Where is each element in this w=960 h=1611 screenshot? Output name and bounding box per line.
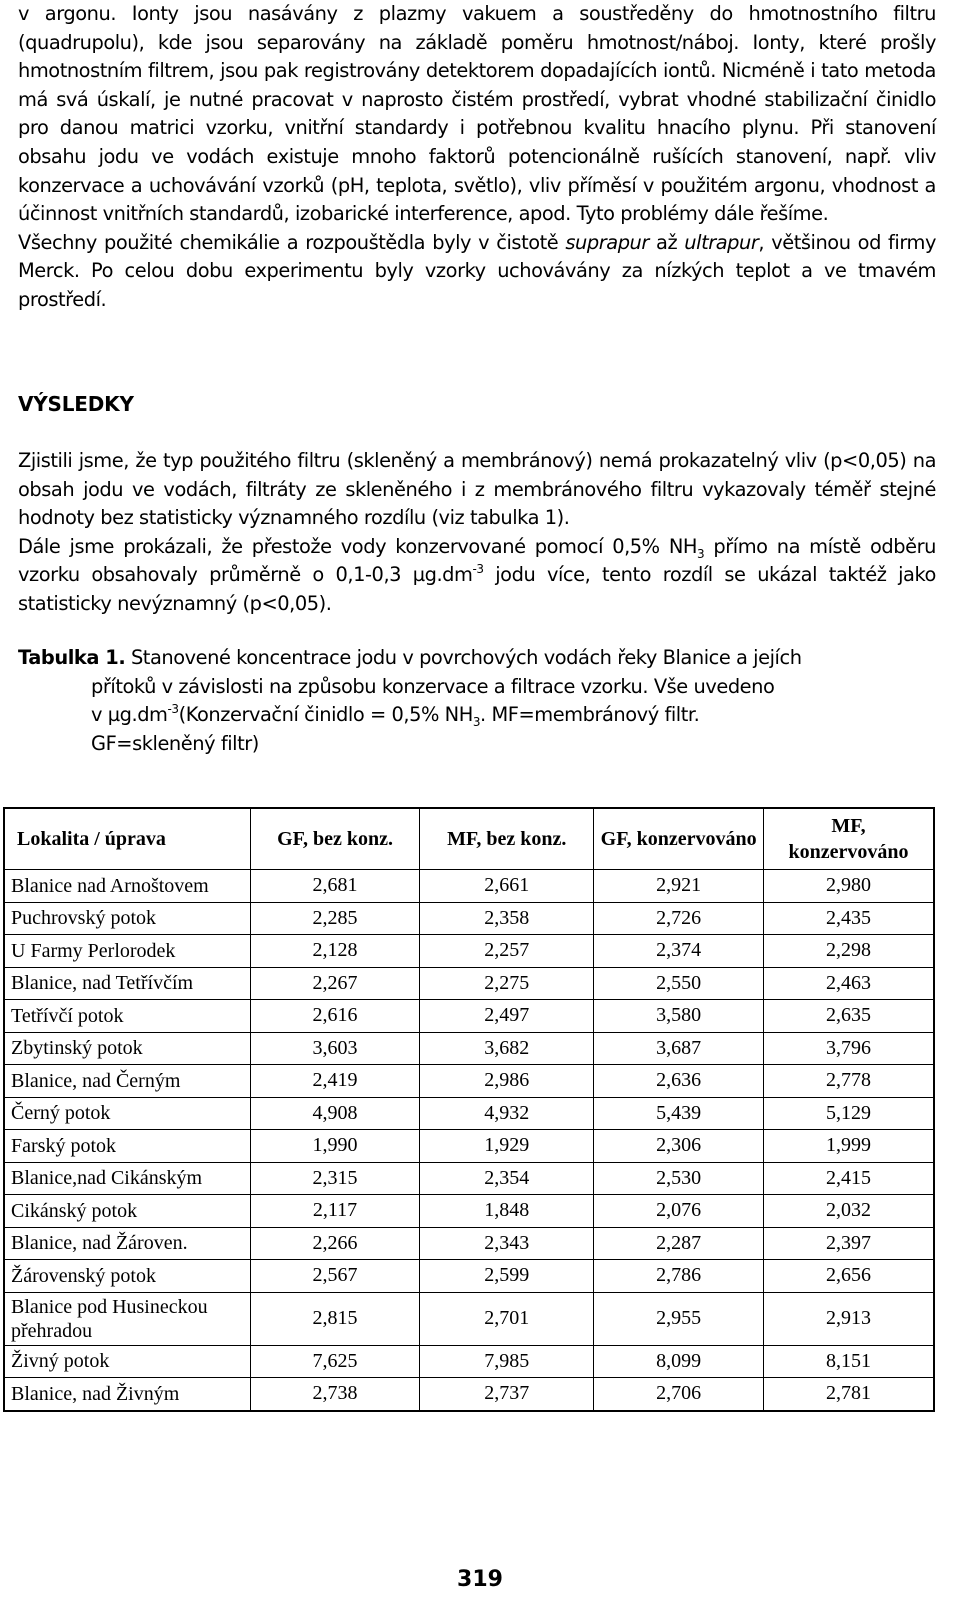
header-location: Lokalita / úprava (5, 809, 251, 870)
cell-value: 2,980 (764, 870, 934, 903)
table-row (5, 1292, 934, 1345)
iodine-table (4, 808, 934, 1411)
caption-subscript: 3 (472, 715, 481, 730)
results-text-2b: přímo na místě odběru vzorku obsahovaly průměrně o 0,1-0,3 µg.dm (18, 534, 936, 587)
header-mf-no-preservation: MF, bez konz. (420, 809, 594, 870)
chemicals-text-mid: až (648, 230, 685, 254)
cell-location: Blanice, nad Živným (5, 1378, 251, 1411)
cell-value: 1,990 (250, 1130, 420, 1163)
cell-location: Černý potok (5, 1097, 251, 1130)
cell-value: 2,661 (420, 870, 594, 903)
results-heading: VÝSLEDKY (18, 392, 134, 416)
table-header-row (5, 809, 934, 870)
cell-location: Cikánský potok (5, 1195, 251, 1228)
table-row (5, 1378, 934, 1411)
cell-value: 3,796 (764, 1032, 934, 1065)
cell-value: 2,032 (764, 1195, 934, 1228)
chemicals-text-start: Všechny použité chemikálie a rozpouštědla byly v čistotě (18, 230, 566, 254)
table-row (5, 935, 934, 968)
cell-value: 2,815 (250, 1292, 420, 1345)
cell-value: 8,151 (764, 1345, 934, 1378)
cell-value: 2,921 (594, 870, 764, 903)
cell-value: 1,929 (420, 1130, 594, 1163)
table-row (5, 1162, 934, 1195)
cell-value: 2,076 (594, 1195, 764, 1228)
cell-location: Farský potok (5, 1130, 251, 1163)
cell-value: 2,419 (250, 1065, 420, 1098)
cell-value: 2,738 (250, 1378, 420, 1411)
results-text-1: Zjistili jsme, že typ použitého filtru (skleněný a membránový) nemá prokazatelný vliv (p<0,05) na obsah jodu ve vodách, filtráty ze skleněného i z membránového filtru vykazovaly téměř stejné hodnoty bez statisticky významného rozdílu (viz tabulka 1). (18, 449, 936, 530)
cell-value: 2,681 (250, 870, 420, 903)
cell-value: 5,129 (764, 1097, 934, 1130)
cell-value: 2,913 (764, 1292, 934, 1345)
methods-paragraph (18, 0, 936, 315)
cell-value: 2,397 (764, 1227, 934, 1260)
cell-value: 7,625 (250, 1345, 420, 1378)
cell-value: 2,701 (420, 1292, 594, 1345)
cell-value: 2,257 (420, 935, 594, 968)
caption-line-2: přítoků v závislosti na způsobu konzervace a filtrace vzorku. Vše uvedeno (91, 674, 775, 698)
cell-value: 3,687 (594, 1032, 764, 1065)
cell-value: 3,603 (250, 1032, 420, 1065)
cell-value: 2,306 (594, 1130, 764, 1163)
table-row (5, 1227, 934, 1260)
results-subscript: 3 (697, 546, 705, 561)
results-text-2a: Dále jsme prokázali, že přestože vody konzervované pomocí 0,5% NH (18, 534, 698, 558)
cell-value: 2,267 (250, 967, 420, 1000)
cell-value: 2,737 (420, 1378, 594, 1411)
cell-value: 5,439 (594, 1097, 764, 1130)
cell-location: Zbytinský potok (5, 1032, 251, 1065)
caption-superscript: -3 (167, 701, 179, 716)
table-row (5, 1260, 934, 1293)
cell-value: 2,567 (250, 1260, 420, 1293)
results-text-2c: jodu více, tento rozdíl se ukázal taktéž jako statisticky nevýznamný (p<0,05). (18, 563, 936, 615)
caption-preservative: (Konzervační činidlo = 0,5% NH (178, 703, 473, 727)
chemicals-text-end: , většinou od firmy Merck. Po celou dobu experimentu byly vzorky uchovávány za nízkých teplot a ve tmavém prostředí. (18, 230, 936, 311)
caption-label: Tabulka 1. (18, 646, 126, 669)
caption-line-3 (18, 701, 918, 730)
cell-value: 2,287 (594, 1227, 764, 1260)
cell-value: 2,358 (420, 902, 594, 935)
cell-value: 2,599 (420, 1260, 594, 1293)
header-gf-preserved: GF, konzervováno (594, 809, 764, 870)
cell-value: 2,275 (420, 967, 594, 1000)
cell-value: 2,656 (764, 1260, 934, 1293)
caption-line-4: GF=skleněný filtr) (91, 731, 259, 755)
cell-location: Blanice pod Husineckou přehradou (5, 1292, 251, 1345)
cell-value: 3,682 (420, 1032, 594, 1065)
table-row (5, 1130, 934, 1163)
results-paragraph (18, 447, 936, 619)
cell-value: 2,530 (594, 1162, 764, 1195)
caption-mf-note: . MF=membránový filtr. (480, 703, 700, 727)
table-row (5, 870, 934, 903)
table-caption (18, 644, 918, 758)
cell-value: 2,955 (594, 1292, 764, 1345)
cell-value: 2,706 (594, 1378, 764, 1411)
cell-value: 2,285 (250, 902, 420, 935)
cell-value: 2,786 (594, 1260, 764, 1293)
table-row (5, 967, 934, 1000)
cell-value: 2,781 (764, 1378, 934, 1411)
cell-value: 2,616 (250, 1000, 420, 1033)
caption-unit: v µg.dm (91, 703, 168, 727)
cell-location: Žárovenský potok (5, 1260, 251, 1293)
cell-value: 1,848 (420, 1195, 594, 1228)
cell-value: 2,435 (764, 902, 934, 935)
cell-value: 2,343 (420, 1227, 594, 1260)
table-row (5, 1345, 934, 1378)
cell-value: 3,580 (594, 1000, 764, 1033)
cell-value: 2,374 (594, 935, 764, 968)
table-row (5, 1065, 934, 1098)
cell-value: 2,986 (420, 1065, 594, 1098)
cell-value: 2,463 (764, 967, 934, 1000)
cell-location: Blanice, nad Černým (5, 1065, 251, 1098)
cell-location: Blanice, nad Tetřívčím (5, 967, 251, 1000)
table-row (5, 902, 934, 935)
cell-value: 2,497 (420, 1000, 594, 1033)
cell-location: Živný potok (5, 1345, 251, 1378)
table-row (5, 1195, 934, 1228)
table-row (5, 1000, 934, 1033)
cell-location: U Farmy Perlorodek (5, 935, 251, 968)
cell-value: 2,635 (764, 1000, 934, 1033)
cell-location: Blanice,nad Cikánským (5, 1162, 251, 1195)
cell-value: 2,117 (250, 1195, 420, 1228)
cell-value: 2,298 (764, 935, 934, 968)
header-gf-no-preservation: GF, bez konz. (250, 809, 420, 870)
cell-location: Blanice, nad Žároven. (5, 1227, 251, 1260)
cell-value: 2,128 (250, 935, 420, 968)
cell-value: 1,999 (764, 1130, 934, 1163)
results-superscript: -3 (472, 561, 484, 576)
cell-value: 4,932 (420, 1097, 594, 1130)
page-number: 319 (457, 1567, 503, 1592)
cell-value: 2,315 (250, 1162, 420, 1195)
cell-location: Puchrovský potok (5, 902, 251, 935)
cell-value: 2,550 (594, 967, 764, 1000)
cell-value: 2,354 (420, 1162, 594, 1195)
table-row (5, 1032, 934, 1065)
cell-value: 2,778 (764, 1065, 934, 1098)
suprapur-term: suprapur (565, 230, 649, 254)
cell-value: 8,099 (594, 1345, 764, 1378)
ultrapur-term: ultrapur (684, 230, 759, 254)
cell-value: 7,985 (420, 1345, 594, 1378)
cell-value: 4,908 (250, 1097, 420, 1130)
cell-location: Tetřívčí potok (5, 1000, 251, 1033)
cell-value: 2,266 (250, 1227, 420, 1260)
cell-value: 2,726 (594, 902, 764, 935)
cell-value: 2,415 (764, 1162, 934, 1195)
methods-text: v argonu. Ionty jsou nasávány z plazmy vakuem a soustředěny do hmotnostního filtru (quadrupolu), kde jsou separovány na základě poměru hmotnost/náboj. Ionty, které prošly hmotnostním filtrem, jsou pak registrovány detektorem dopadajících iontů. Nicméně i tato metoda má svá úskalí, je nutné pracovat v naprosto čistém prostředí, vybrat vhodné stabilizační činidlo pro danou matrici vzorku, vnitřní standardy i potřebnou kvalitu hnacího plynu. Při stanovení obsahu jodu ve vodách existuje mnoho faktorů potencionálně rušících stanovení, např. vliv konzervace a uchovávání vzorků (pH, teplota, světlo), vliv příměsí v použitém argonu, vhodnost a účinnost vnitřních standardů, izobarické interference, apod. Tyto problémy dále řešíme. (18, 2, 936, 226)
cell-location: Blanice nad Arnoštovem (5, 870, 251, 903)
table-row (5, 1097, 934, 1130)
caption-line-1: Stanovené koncentrace jodu v povrchových vodách řeky Blanice a jejích (125, 646, 802, 669)
cell-value: 2,636 (594, 1065, 764, 1098)
header-mf-preserved: MF, konzervováno (764, 809, 934, 870)
